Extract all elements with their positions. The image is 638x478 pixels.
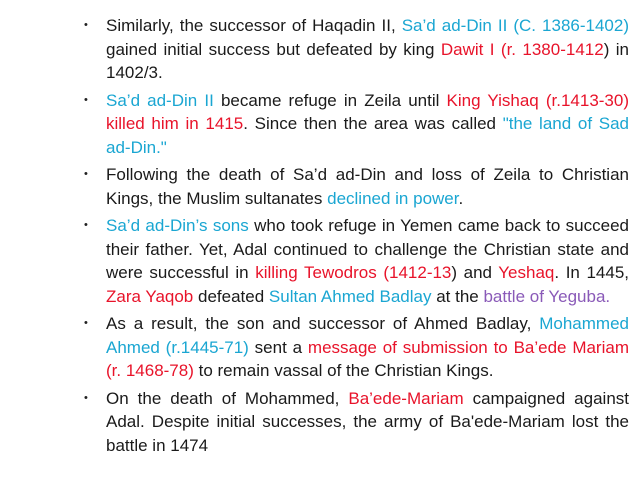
text-segment: to remain vassal of the Christian Kings.	[193, 361, 494, 380]
highlight-blue: "the land of Sad ad-Din."	[106, 114, 629, 157]
highlight-red: Zara Yaqob	[106, 286, 194, 306]
bullet-marker-icon: •	[84, 391, 88, 404]
highlight-blue: Sa’d ad-Din II	[106, 90, 214, 110]
text-segment: sent a	[248, 337, 308, 357]
bullet-marker-icon: •	[84, 168, 88, 180]
bullet-marker-icon: •	[84, 219, 88, 231]
text-segment: As a result, the son and successor of Ahmed Badlay,	[106, 314, 540, 333]
text-segment: at the	[431, 286, 484, 306]
highlight-blue: Sa’d ad-Din’s sons	[106, 216, 249, 235]
bullet-item	[0, 89, 638, 160]
bullet-item	[0, 214, 638, 308]
highlight-blue: Mohammed Ahmed (r.1445-71)	[106, 314, 629, 357]
highlight-blue: Sultan Ahmed Badlay	[268, 286, 432, 306]
highlight-red: Dawit I (r. 1380-1412	[440, 39, 604, 59]
text-segment: Following the death of Sa’d ad-Din and loss of Zeila to Christian Kings, the Muslim sultanates	[106, 165, 629, 208]
bullet-marker-icon: •	[84, 93, 88, 106]
text-segment: ) and	[451, 263, 499, 282]
text-segment: On the death of Mohammed,	[106, 388, 349, 408]
highlight-red: message of submission to Ba’ede Mariam (r. 1468-78)	[106, 337, 629, 380]
text-segment: who took refuge in Yemen came back to succeed their father. Yet, Adal continued to challenge the Christian state and were successful in	[106, 216, 629, 282]
bullet-item	[0, 387, 638, 458]
bullet-marker-icon: •	[84, 317, 88, 329]
bullet-marker-icon: •	[84, 19, 88, 31]
text-segment: ) in 1402/3.	[106, 39, 629, 82]
text-segment: Similarly, the successor of Haqadin II,	[106, 16, 402, 35]
bullet-item	[0, 163, 638, 210]
text-segment: . Since then the area was called	[243, 114, 503, 133]
highlight-purple: battle of Yeguba.	[483, 286, 611, 306]
bullet-item	[0, 312, 638, 383]
highlight-blue: declined in power	[327, 188, 459, 208]
highlight-blue: Sa’d ad-Din II (C. 1386-1402)	[401, 16, 629, 35]
text-segment: became refuge in Zeila until	[213, 90, 447, 110]
bullet-item	[0, 14, 638, 85]
highlight-red: Ba’ede-Mariam	[348, 388, 464, 408]
text-segment: . In 1445,	[554, 263, 629, 282]
text-segment: campaigned against Adal. Despite initial successes, the army of Ba'ede-Mariam lost the battle in 1474	[106, 388, 630, 455]
highlight-red: Yeshaq	[498, 263, 555, 282]
highlight-red: King Yishaq (r.1413-30) killed him in 1415	[106, 90, 630, 133]
text-segment: defeated	[193, 286, 269, 306]
bullet-list	[0, 14, 638, 461]
highlight-red: killing Tewodros (1412-13	[255, 263, 452, 282]
text-segment: .	[458, 188, 464, 208]
text-segment: gained initial success but defeated by king	[106, 39, 441, 59]
